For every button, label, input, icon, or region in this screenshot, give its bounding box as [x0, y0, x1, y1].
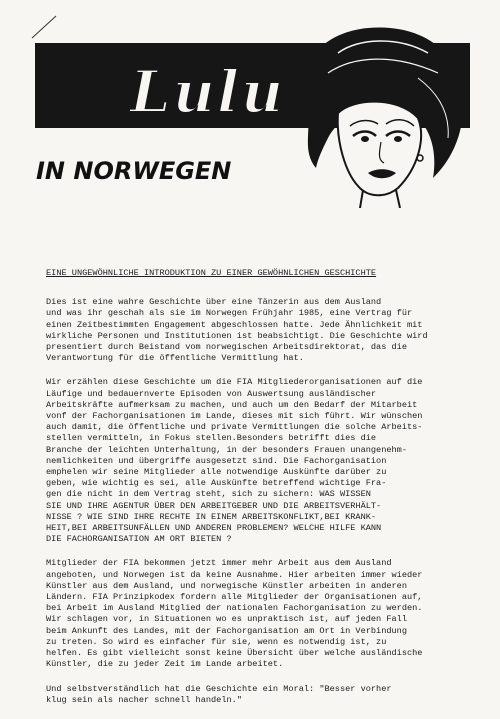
woman-portrait-illustration: [268, 18, 478, 208]
paragraph: Wir erzählen diese Geschichte um die FIA Mitgliederorganisationen auf die Läufige und bedauernverte Episoden von Auswertsung ausländischer Arbeitskräfte aufmerksam zu machen, und auch um den Bedarf der Mitarbeit vonf der Fachorganisationen im Lande, dieses mit sich führt. Wir wünschen auch damit, die öffentliche und private Vermittlungen die solche Arbeits- stellen vermitteln, in Fokus stellen.Besonders betrifft dies die Branche der leichten Unterhaltung, in der besonders Frauen unangenehm- nemlichkeiten und übergriffe ausgesetzt sind. Die Fachorganisation emphelen wir seine Mitglieder alle notwendige Auskünfte darüber zu geben, wie wichtig es sei, alle Auskünfte betreffend wichtige Fra- gen die nicht in dem Vertrag steht, sich zu sichern: WAS WISSEN SIE UND IHRE AGENTUR ÜBER DEN ARBEITGEBER UND DIE ARBEITSVERHÄLT- NISSE ? WIE SIND IHRE RECHTE IN EINEM ARBEITSKONFLIKT,BEI KRANK- HEIT,BEI ARBEITSUNFÄLLEN UND ANDEREN PROBLEMEN? WELCHE HILFE KANN DIE FACHORGANISATION AM ORT BIETEN ?: [46, 377, 423, 545]
subtitle-in-norwegen: IN NORWEGEN: [36, 157, 232, 185]
lulu-logo: Lulu: [130, 58, 286, 126]
paragraph: Mitglieder der FIA bekommen jetzt immer mehr Arbeit aus dem Ausland angeboten, und Norwegen ist da keine Ausnahme. Hier arbeiten immer wieder Künstler aus dem Ausland, und norwegische Künstler arbeiten in anderen Ländern. FIA Prinzipkodex fordern alle Mitglieder der Organisationen auf, bei Arbeit im Ausland Mitglied der nationalen Fachorganisation zu werden. Wir schlagen vor, in Situationen wo es unpraktisch ist, auf jeden Fall beim Ankunft des Landes, mit der Fachorganisation am Ort in Verbindung zu treten. So wird es einfacher für sie, wenn es notwendig ist, zu helfen. Es gibt vielleicht sonst keine Übersicht über welche ausländische Künstler, die zu jeder Zeit im Lande arbeitet.: [46, 558, 423, 670]
corner-pen-mark: [30, 14, 60, 40]
paragraph: Und selbstverständlich hat die Geschichte ein Moral: "Besser vorher klug sein als nacher schnell handeln.": [46, 683, 392, 705]
article-heading: EINE UNGEWÖHNLICHE INTRODUKTION ZU EINER GEWÖHNLICHEN GESCHICHTE: [46, 268, 377, 278]
paragraph: Dies ist eine wahre Geschichte über eine Tänzerin aus dem Ausland und was ihr geschah als sie im Norwegen Frühjahr 1985, eine Vertrag für einen Zeitbestimmten Engagement abgeschlossen hatte. Jede Ähnlichkeit mit wirkliche Personen und Institutionen ist beabsichtigt. Die Geschichte wird presentiert durch Beistand vom norwegischen Arbeitsdirektorat, das die Verantwortung für die öffentliche Vermittlung hat.: [46, 297, 428, 364]
article-body: [46, 268, 456, 719]
